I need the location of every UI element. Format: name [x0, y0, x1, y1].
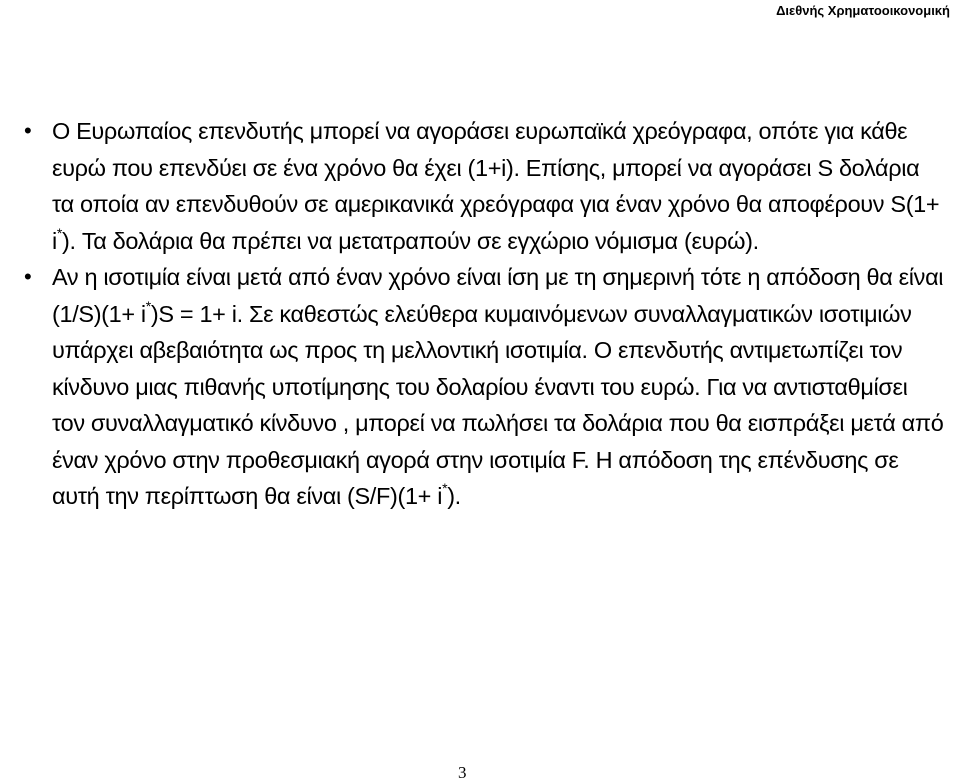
- bullet-marker: •: [24, 264, 32, 289]
- header-title: Διεθνής Χρηματοοικονομική: [776, 3, 950, 18]
- text-segment: ).: [447, 483, 461, 509]
- bullet-text-1: [52, 113, 944, 259]
- bullet-item-1: [24, 113, 944, 259]
- text-segment: Αν η ισοτιμία είναι μετά από έναν χρόνο είναι ίση με τη σημερινή τότε η απόδοση θα είναι (1/S)(1+ i: [52, 264, 944, 327]
- superscript-star: *: [442, 480, 448, 496]
- text-segment: ). Τα δολάρια θα πρέπει να μετατραπούν σε εγχώριο νόμισμα (ευρώ).: [61, 227, 759, 254]
- bullet-item-2: [24, 259, 944, 515]
- superscript-star: *: [145, 297, 151, 314]
- bullet-text-2: [52, 259, 944, 515]
- slide-content: [24, 113, 944, 515]
- text-segment: )S = 1+ i. Σε καθεστώς ελεύθερα κυμαινόμενων συναλλαγματικών ισοτιμιών υπάρχει αβεβαιότητα ως προς τη μελλοντική ισοτιμία. Ο επενδυτής αντιμετωπίζει τον κίνδυνο μιας πιθανής υποτίμησης του δολαρίου έναντι του ευρώ. Για να αντισταθμίσει τον συναλλαγματικό κίνδυνο , μπορεί να πωλήσει τα δολάρια που θα εισπράξει μετά από έναν χρόνο στην προθεσμιακή αγορά στην ισοτιμία F. Η απόδοση της επένδυσης σε αυτή την περίπτωση θα είναι (S/F)(1+ i: [52, 300, 944, 509]
- bullet-marker: •: [24, 118, 32, 143]
- text-segment: Ο Ευρωπαίος επενδυτής μπορεί να αγοράσει ευρωπαϊκά χρεόγραφα, οπότε για κάθε ευρώ που επενδύει σε ένα χρόνο θα έχει (1+i). Επίσης, μπορεί να αγοράσει S δολάρια τα οποία αν επενδυθούν σε αμερικανικά χρεόγραφα για έναν χρόνο θα αποφέρουν S(1+ i: [52, 118, 940, 254]
- superscript-star: *: [56, 224, 62, 241]
- page-number: 3: [458, 763, 467, 782]
